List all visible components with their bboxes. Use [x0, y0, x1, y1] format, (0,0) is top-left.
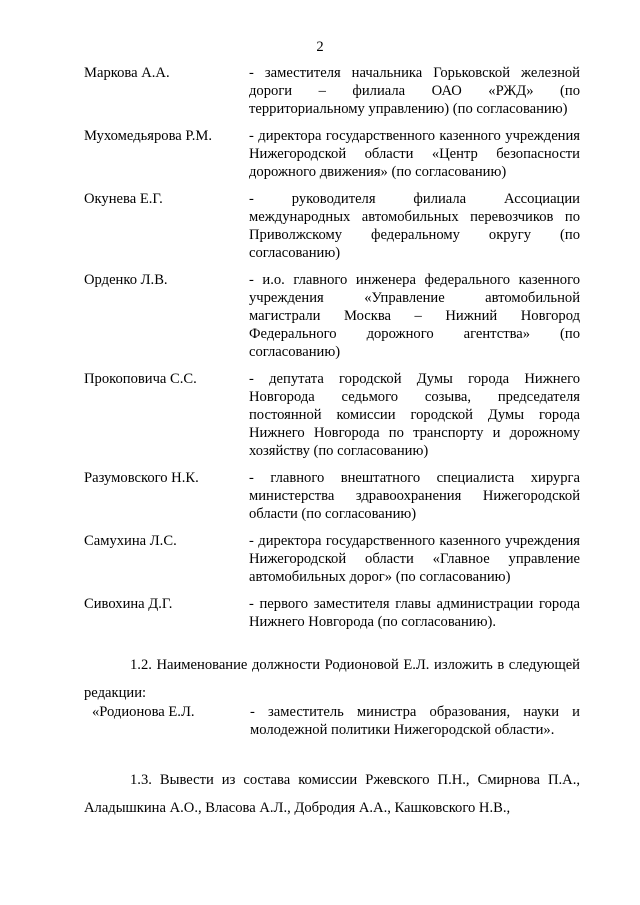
quoted-role: - заместитель министра образования, науки и молодежной политики Нижегородской области».	[250, 704, 580, 738]
member-row	[84, 64, 580, 118]
member-role: - главного внештатного специалиста хирурга министерства здравоохранения Нижегородской области (по согласованию)	[249, 470, 580, 522]
member-role: - руководителя филиала Ассоциации международных автомобильных перевозчиков по Приволжскому федеральному округу (по согласованию)	[249, 191, 580, 261]
paragraph-1-3: 1.3. Вывести из состава комиссии Ржевского П.Н., Смирнова П.А., Аладышкина А.О., Власова А.Л., Добродия А.А., Кашковского Н.В.,	[84, 772, 580, 816]
member-name: Окунева Е.Г.	[84, 191, 163, 207]
member-name: Маркова А.А.	[84, 65, 170, 81]
page-number: 2	[316, 39, 324, 55]
member-row	[84, 370, 580, 460]
member-role: - директора государственного казенного учреждения Нижегородской области «Главное управление автомобильных дорог» (по согласованию)	[249, 533, 580, 585]
member-row	[84, 127, 580, 181]
member-role: - депутата городской Думы города Нижнего Новгорода седьмого созыва, председателя постоянной комиссии городской Думы города Нижнего Новгорода по транспорту и дорожному хозяйству (по согласованию)	[249, 371, 580, 459]
member-row	[84, 271, 580, 361]
member-name: Самухина Л.С.	[84, 533, 177, 549]
member-name: Мухомедьярова Р.М.	[84, 128, 212, 144]
member-row	[84, 469, 580, 523]
commission-members-list	[84, 64, 580, 640]
member-name: Прокоповича С.С.	[84, 371, 197, 387]
member-row	[84, 532, 580, 586]
member-name: Разумовского Н.К.	[84, 470, 199, 486]
member-row	[84, 190, 580, 262]
member-name: Сивохина Д.Г.	[84, 596, 173, 612]
member-role: - и.о. главного инженера федерального казенного учреждения «Управление автомобильной магистрали Москва – Нижний Новгород Федерального дорожного агентства» (по согласованию)	[249, 272, 580, 360]
member-role: - первого заместителя главы администрации города Нижнего Новгорода (по согласованию).	[249, 596, 580, 630]
quoted-position-row	[92, 703, 580, 739]
member-role: - заместителя начальника Горьковской железной дороги – филиала ОАО «РЖД» (по территориальному управлению) (по согласованию)	[249, 65, 580, 117]
member-role: - директора государственного казенного учреждения Нижегородской области «Центр безопасности дорожного движения» (по согласованию)	[249, 128, 580, 180]
quoted-name: «Родионова Е.Л.	[92, 704, 195, 720]
member-row	[84, 595, 580, 631]
paragraph-1-2: 1.2. Наименование должности Родионовой Е.Л. изложить в следующей редакции:	[84, 657, 580, 701]
member-name: Орденко Л.В.	[84, 272, 168, 288]
